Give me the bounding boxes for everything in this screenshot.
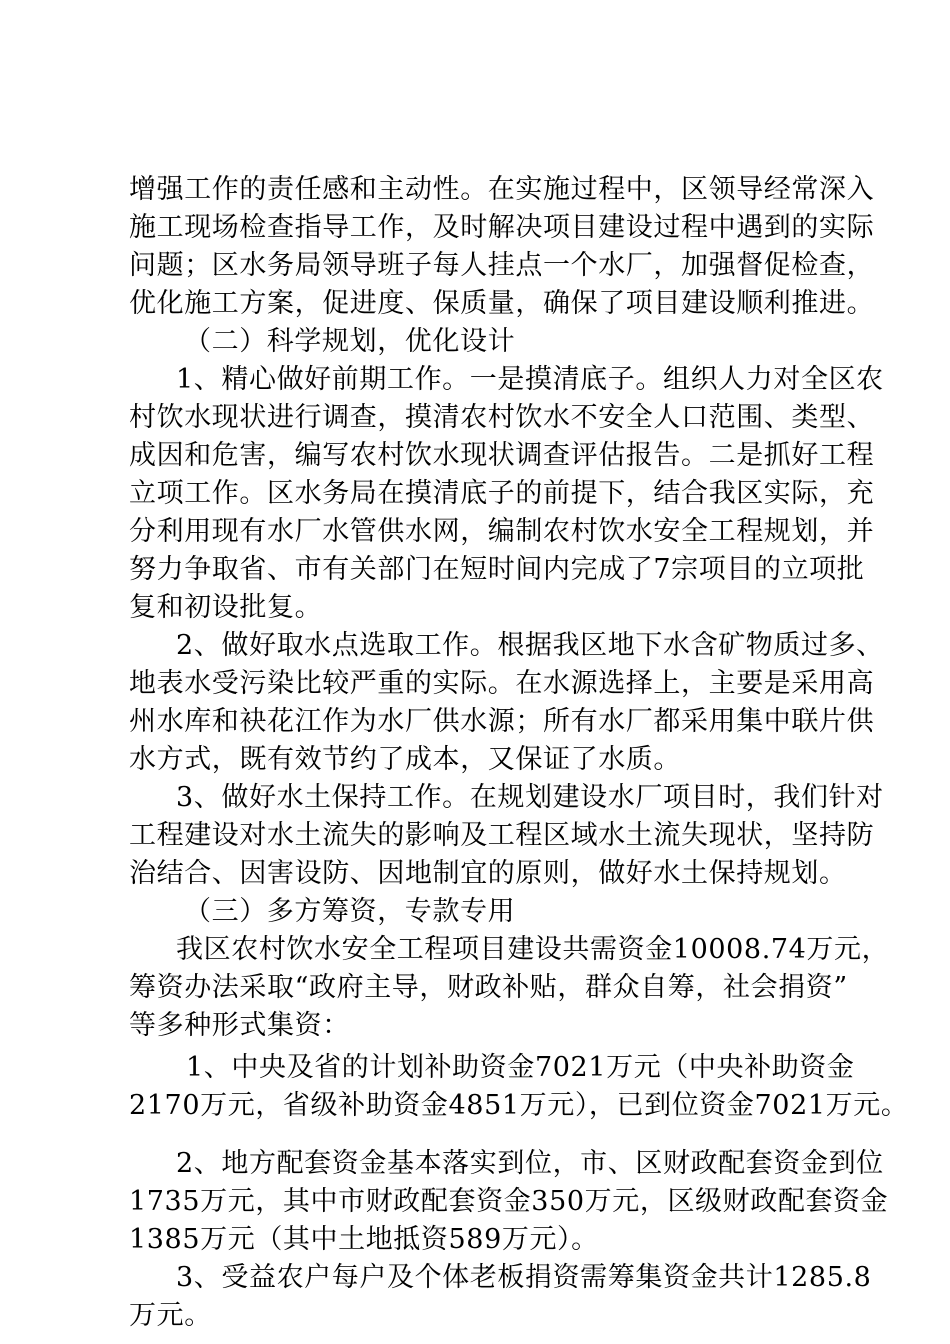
- paragraph-line: 立项工作。区水务局在摸清底子的前提下，结合我区实际，充: [129, 478, 875, 509]
- paragraph-line: 分利用现有水厂水管供水网，编制农村饮水安全工程规划，并: [129, 516, 875, 547]
- paragraph-line: 增强工作的责任感和主动性。在实施过程中，区领导经常深入: [129, 174, 875, 205]
- paragraph-line: 1、中央及省的计划补助资金7021万元（中央补助资金: [186, 1052, 855, 1083]
- paragraph-line: 2、做好取水点选取工作。根据我区地下水含矿物质过多、: [176, 630, 884, 661]
- paragraph-line: 村饮水现状进行调查，摸清农村饮水不安全人口范围、类型、: [129, 402, 875, 433]
- paragraph-line: 3、做好水土保持工作。在规划建设水厂项目时，我们针对: [176, 782, 884, 813]
- section-heading: （二）科学规划，优化设计: [184, 326, 516, 357]
- paragraph-line: 工程建设对水土流失的影响及工程区域水土流失现状，坚持防: [129, 820, 875, 851]
- paragraph-line: 2170万元，省级补助资金4851万元），已到位资金7021万元。: [129, 1090, 909, 1121]
- paragraph-line: 努力争取省、市有关部门在短时间内完成了7宗项目的立项批: [129, 554, 865, 585]
- paragraph-line: 我区农村饮水安全工程项目建设共需资金10008.74万元，: [176, 934, 890, 965]
- paragraph-line: 地表水受污染比较严重的实际。在水源选择上，主要是采用高: [129, 668, 875, 699]
- paragraph-line: 等多种形式集资：: [129, 1010, 350, 1041]
- paragraph-line: 1385万元（其中土地抵资589万元）。: [129, 1224, 599, 1255]
- paragraph-line: 成因和危害，编写农村饮水现状调查评估报告。二是抓好工程: [129, 440, 875, 471]
- paragraph-line: 施工现场检查指导工作，及时解决项目建设过程中遇到的实际: [129, 212, 875, 243]
- paragraph-line: 筹资办法采取“政府主导，财政补贴，群众自筹，社会捐资”: [129, 972, 848, 1003]
- section-heading: （三）多方筹资，专款专用: [184, 896, 516, 927]
- paragraph-line: 问题；区水务局领导班子每人挂点一个水厂，加强督促检查，: [129, 250, 875, 281]
- paragraph-line: 水方式，既有效节约了成本，又保证了水质。: [129, 744, 681, 775]
- paragraph-line: 治结合、因害设防、因地制宜的原则，做好水土保持规划。: [129, 858, 847, 889]
- paragraph-line: 州水库和袂花江作为水厂供水源；所有水厂都采用集中联片供: [129, 706, 875, 737]
- paragraph-line: 2、地方配套资金基本落实到位，市、区财政配套资金到位: [176, 1148, 884, 1179]
- paragraph-line: 3、受益农户每户及个体老板捐资需筹集资金共计1285.8: [176, 1262, 872, 1293]
- paragraph-line: 万元。: [129, 1300, 212, 1331]
- paragraph-line: 1、精心做好前期工作。一是摸清底子。组织人力对全区农: [176, 364, 884, 395]
- paragraph-line: 复和初设批复。: [129, 592, 323, 623]
- paragraph-line: 1735万元，其中市财政配套资金350万元，区级财政配套资金: [129, 1186, 889, 1217]
- paragraph-line: 优化施工方案，促进度、保质量，确保了项目建设顺利推进。: [129, 288, 875, 319]
